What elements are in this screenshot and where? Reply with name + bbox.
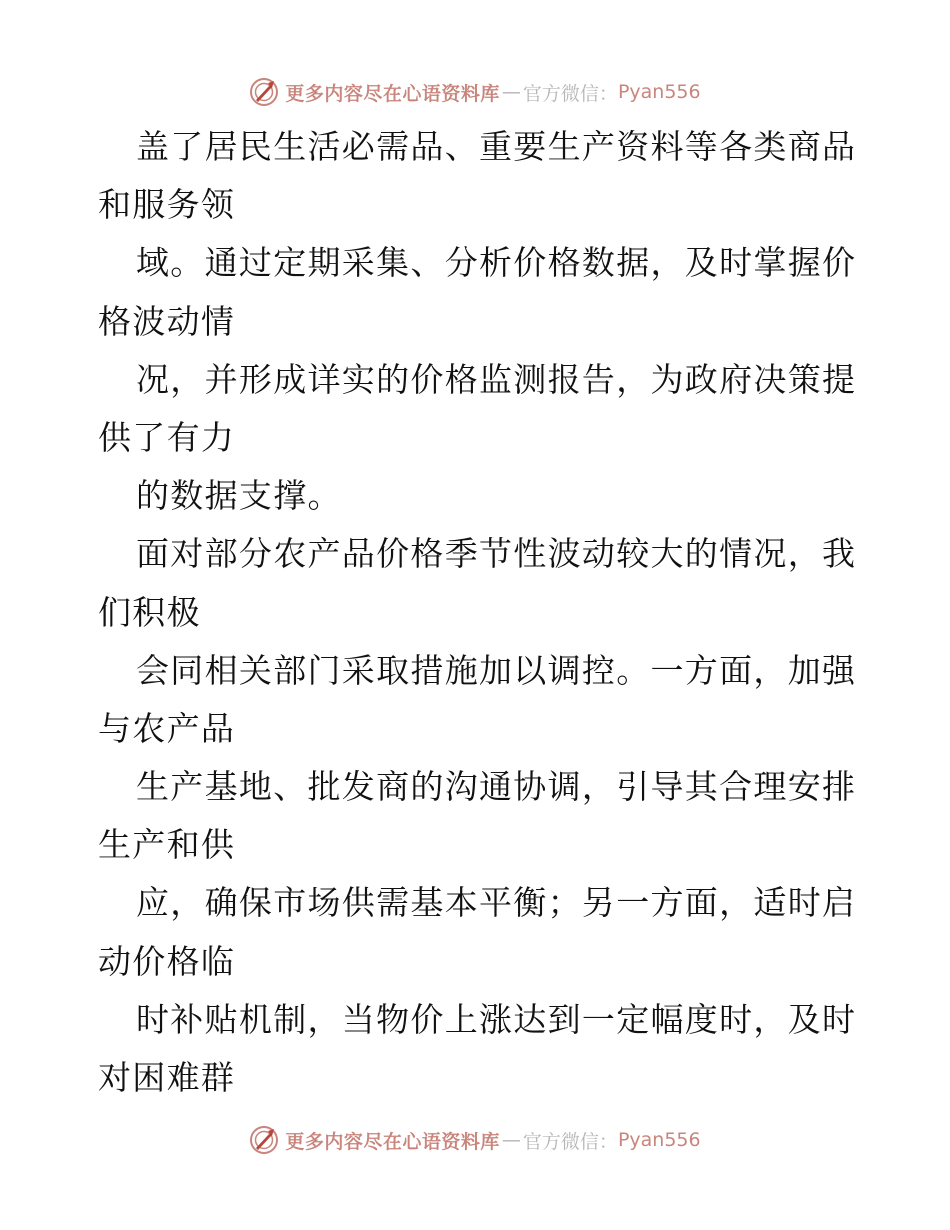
body-line: 域。通过定期采集、分析价格数据，及时掌握价 — [136, 243, 857, 283]
body-line: 的数据支撑。 — [136, 476, 342, 516]
body-line: 和服务领 — [98, 185, 236, 225]
footer-watermark — [0, 1120, 950, 1160]
body-line: 盖了居民生活必需品、重要生产资料等各类商品 — [136, 127, 857, 166]
document-body — [98, 118, 858, 1107]
watermark-separator: — — [501, 1129, 521, 1151]
body-line: 生产和供 — [98, 825, 236, 865]
watermark-separator: — — [501, 81, 521, 103]
body-line: 应，确保市场供需基本平衡；另一方面，适时启 — [136, 883, 857, 923]
body-line: 会同相关部门采取措施加以调控。一方面，加强 — [136, 650, 857, 690]
body-line: 对困难群 — [98, 1058, 236, 1097]
watermark-contact-label: 官方微信： — [522, 1130, 618, 1153]
header-watermark — [0, 72, 950, 112]
body-line: 生产基地、批发商的沟通协调，引导其合理安排 — [136, 767, 857, 807]
body-line: 与农产品 — [98, 708, 236, 748]
body-line: 况，并形成详实的价格监测报告，为政府决策提 — [136, 359, 857, 399]
body-line: 动价格临 — [98, 941, 236, 981]
watermark-title: 更多内容尽在心语资料库 — [285, 1130, 500, 1153]
body-line: 时补贴机制，当物价上涨达到一定幅度时，及时 — [136, 999, 857, 1039]
watermark-contact-label: 官方微信： — [522, 82, 618, 105]
body-line: 格波动情 — [98, 301, 236, 341]
watermark-contact-id: Pyan556 — [617, 1129, 701, 1151]
watermark-contact-id: Pyan556 — [617, 81, 701, 103]
body-line: 供了有力 — [98, 417, 236, 457]
quill-logo-icon — [249, 77, 279, 107]
body-line: 面对部分农产品价格季节性波动较大的情况，我 — [136, 534, 857, 574]
body-line: 们积极 — [98, 592, 201, 632]
watermark-title: 更多内容尽在心语资料库 — [285, 82, 500, 105]
quill-logo-icon — [249, 1125, 279, 1155]
